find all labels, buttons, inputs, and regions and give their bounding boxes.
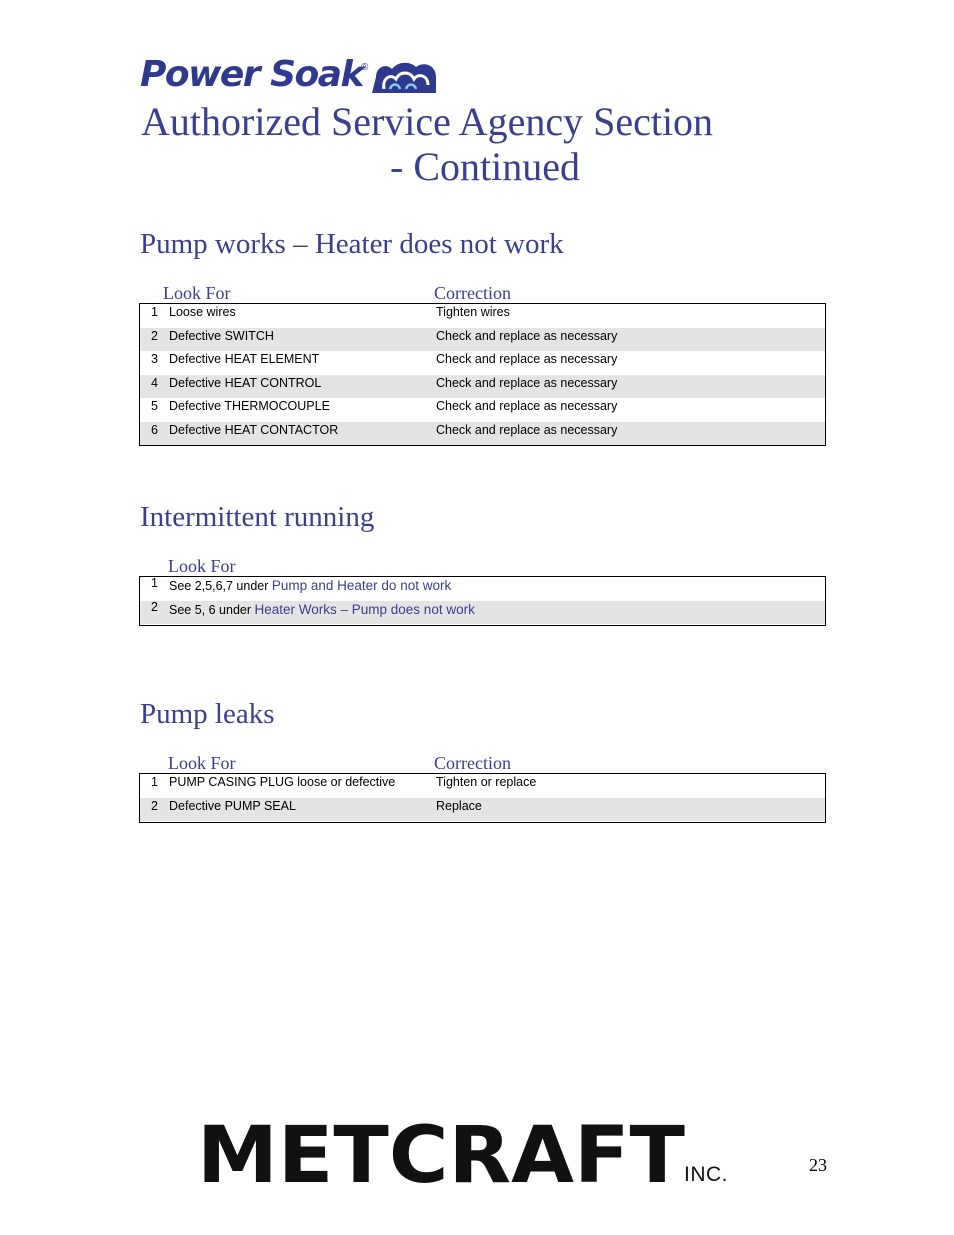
power-soak-logo xyxy=(140,55,438,95)
row-number: 6 xyxy=(151,422,158,437)
column-header-correction: Correction xyxy=(434,283,511,303)
row-number: 2 xyxy=(151,798,158,813)
look-for-cell: Defective THERMOCOUPLE xyxy=(169,399,330,413)
look-for-cell xyxy=(169,598,475,623)
reference-text: See 2,5,6,7 under xyxy=(169,579,272,593)
look-for-cell: PUMP CASING PLUG loose or defective xyxy=(169,775,396,789)
correction-cell: Check and replace as necessary xyxy=(436,352,618,366)
correction-cell: Check and replace as necessary xyxy=(436,328,618,343)
row-number: 4 xyxy=(151,375,158,390)
correction-cell: Replace xyxy=(436,798,482,813)
row-number: 1 xyxy=(151,305,158,319)
look-for-cell: Defective HEAT CONTACTOR xyxy=(169,422,339,437)
registered-mark: ® xyxy=(360,62,369,73)
look-for-cell: Loose wires xyxy=(169,305,236,319)
look-for-cell: Defective HEAT ELEMENT xyxy=(169,352,320,366)
look-for-cell: Defective PUMP SEAL xyxy=(169,798,296,813)
reference-text: See 5, 6 under xyxy=(169,602,255,617)
cross-reference-link[interactable]: Heater Works – Pump does not work xyxy=(254,601,475,617)
correction-cell: Check and replace as necessary xyxy=(436,422,618,437)
company-suffix: INC. xyxy=(684,1163,728,1186)
table-row xyxy=(140,422,825,446)
row-number: 2 xyxy=(151,328,158,343)
company-name: METCRAFT xyxy=(197,1120,685,1186)
page-title-continued: - Continued xyxy=(390,144,580,189)
row-number: 3 xyxy=(151,352,158,366)
brand-name: Power Soak xyxy=(140,54,363,95)
column-header-look-for: Look For xyxy=(168,753,236,773)
section-heading-pump-leaks: Pump leaks xyxy=(140,698,275,730)
troubleshooting-table-pump-leaks xyxy=(139,773,826,823)
row-number: 5 xyxy=(151,399,158,413)
page-number: 23 xyxy=(809,1155,827,1175)
table-row xyxy=(140,601,825,625)
wave-logo-icon xyxy=(370,59,438,95)
correction-cell: Tighten wires xyxy=(436,305,510,319)
column-header-look-for: Look For xyxy=(168,556,236,576)
row-number: 2 xyxy=(151,599,158,614)
row-number: 1 xyxy=(151,775,158,789)
metcraft-logo xyxy=(197,1120,685,1186)
correction-cell: Check and replace as necessary xyxy=(436,375,618,390)
correction-cell: Check and replace as necessary xyxy=(436,399,618,413)
page-title: Authorized Service Agency Section xyxy=(141,99,714,144)
table-row xyxy=(140,798,825,822)
troubleshooting-table-pump-works xyxy=(139,303,826,446)
correction-cell: Tighten or replace xyxy=(436,775,537,789)
row-number: 1 xyxy=(151,576,158,590)
look-for-cell xyxy=(169,574,451,599)
section-heading-pump-works: Pump works – Heater does not work xyxy=(140,228,564,260)
column-header-look-for: Look For xyxy=(163,283,231,303)
troubleshooting-table-intermittent xyxy=(139,576,826,626)
column-header-correction: Correction xyxy=(434,753,511,773)
look-for-cell: Defective SWITCH xyxy=(169,328,274,343)
cross-reference-link[interactable]: Pump and Heater do not work xyxy=(271,578,452,593)
look-for-cell: Defective HEAT CONTROL xyxy=(169,375,322,390)
section-heading-intermittent-running: Intermittent running xyxy=(140,501,375,533)
